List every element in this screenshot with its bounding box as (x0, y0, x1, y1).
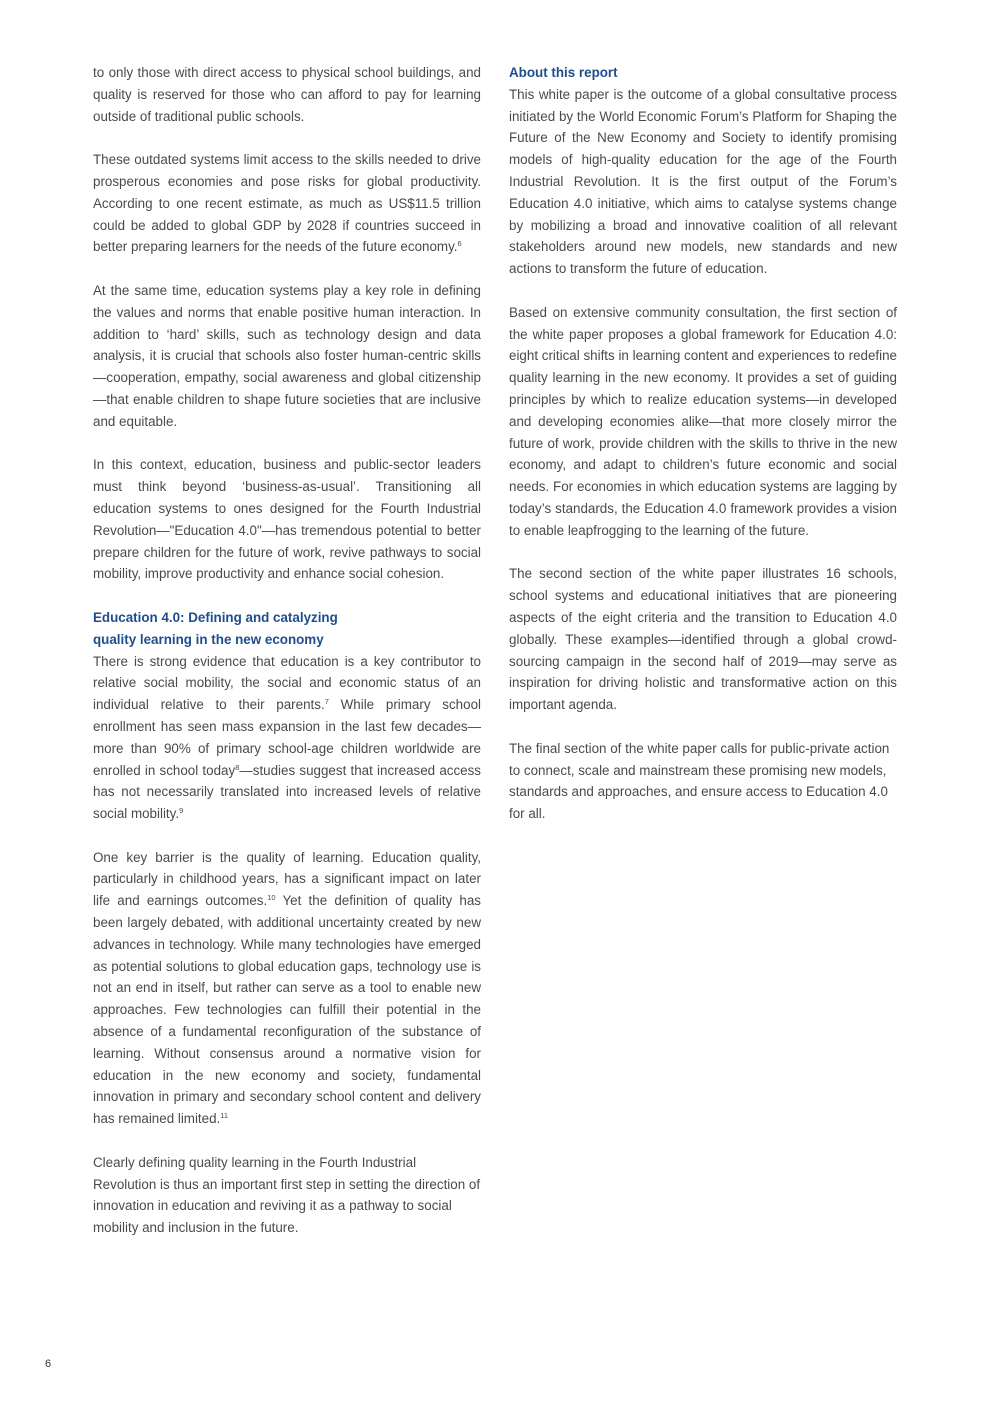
paragraph-text: —studies suggest that increased access has not necessarily translated into increased levels of relative social mobility. (93, 762, 482, 822)
paragraph-text: One key barrier is the quality of learning. Education quality, particularly in childhood years, has a significant impact on later life and earnings outcomes. (93, 849, 481, 909)
footnote-reference: 11 (220, 1111, 229, 1121)
body-paragraph: The final section of the white paper calls for public-private action to connect, scale and mainstream these promising new models, standards and approaches, and ensure access to Education 4.0 for all. (509, 740, 890, 822)
paragraph-text: While primary school enrollment has seen mass expansion in the last few decades—more than 90% of primary school-age children worldwide are enrolled in school today (93, 697, 481, 778)
body-paragraph: to only those with direct access to physical school buildings, and quality is reserved for those who can afford to pay for learning outside of traditional public schools. (93, 65, 481, 124)
heading-line: quality learning in the new economy (93, 631, 324, 647)
body-paragraph (93, 651, 481, 825)
body-paragraph: Clearly defining quality learning in the Fourth Industrial Revolution is thus an important first step in setting the direction of innovation in education and reviving it as a pathway to social mobility and inclusion in the future. (93, 1154, 481, 1236)
body-paragraph: The second section of the white paper illustrates 16 schools, school systems and educational initiatives that are pioneering aspects of the eight criteria and the transition to Education 4.0 globally. These examples—identified through a global crowd-sourcing campaign in the second half of 2019—may serve as inspiration for driving holistic and transformative action on this important agenda. (509, 566, 897, 713)
section-heading: About this report (509, 65, 618, 80)
paragraph-text: There is strong evidence that education is a key contributor to relative social mobility, the social and economic status of an individual relative to their parents. (93, 653, 481, 713)
body-paragraph: This white paper is the outcome of a global consultative process initiated by the World Economic Forum’s Platform for Shaping the Future of the New Economy and Society to identify promising models of high-quality education for the age of the Fourth Industrial Revolution. It is the first output of the Forum’s Education 4.0 initiative, which aims to catalyse systems change by mobilizing a broad and innovative coalition of all relevant stakeholders around new models, new standards and new actions to transform the future of education. (509, 86, 897, 277)
right-column (509, 62, 897, 847)
footnote-reference: 7 (324, 697, 329, 707)
page-number: 6 (45, 1358, 52, 1370)
left-column (93, 62, 481, 1261)
footnote-reference: 9 (179, 806, 184, 816)
body-paragraph (93, 847, 481, 1130)
footnote-reference: 6 (457, 239, 462, 249)
paragraph-text: These outdated systems limit access to the skills needed to drive prosperous economies and pose risks for global productivity. According to one recent estimate, as much as US$11.5 trillion could be added to global GDP by 2028 if countries succeed in better preparing learners for the needs of the future economy. (93, 152, 481, 255)
footnote-reference: 10 (267, 893, 276, 903)
body-paragraph (93, 149, 481, 258)
paragraph-text: Yet the definition of quality has been largely debated, with additional uncertainty created by new advances in technology. While many technologies have emerged as potential solutions to global education gaps, technology use is not an end in itself, but rather can serve as a tool to enable new approaches. Few technologies can fulfill their potential in the absence of a fundamental reconfiguration of the substance of learning. Without consensus around a normative vision for education in the new economy and society, fundamental innovation in primary and secondary school content and delivery has remained limited. (93, 893, 481, 1127)
body-paragraph: Based on extensive community consultation, the first section of the white paper proposes a global framework for Education 4.0: eight critical shifts in learning content and experiences to redefine quality learning in the new economy. It provides a set of guiding principles by which to realize education systems—in developed and developing economies alike—that more closely mirror the future of work, provide children with the skills to thrive in the new economy, and adapt to children’s future economic and social needs. For economies in which education systems are lagging by today’s standards, the Education 4.0 framework provides a vision to enable leapfrogging to the learning of the future. (509, 304, 897, 538)
section-heading (93, 607, 481, 651)
body-paragraph: At the same time, education systems play a key role in defining the values and norms that enable positive human interaction. In addition to ‘hard’ skills, such as technology design and data analysis, it is crucial that schools also foster human-centric skills—cooperation, empathy, social awareness and global citizenship—that enable children to shape future societies that are inclusive and equitable. (93, 282, 481, 429)
heading-line: Education 4.0: Defining and catalyzing (93, 609, 338, 625)
footnote-reference: 8 (235, 762, 240, 772)
body-paragraph: In this context, education, business and public-sector leaders must think beyond ‘business-as-usual’. Transitioning all education systems to ones designed for the Fourth Industrial Revolution—"Education 4.0"—has tremendous potential to better prepare children for the future of work, revive pathways to social mobility, improve productivity and enhance social cohesion. (93, 457, 481, 582)
